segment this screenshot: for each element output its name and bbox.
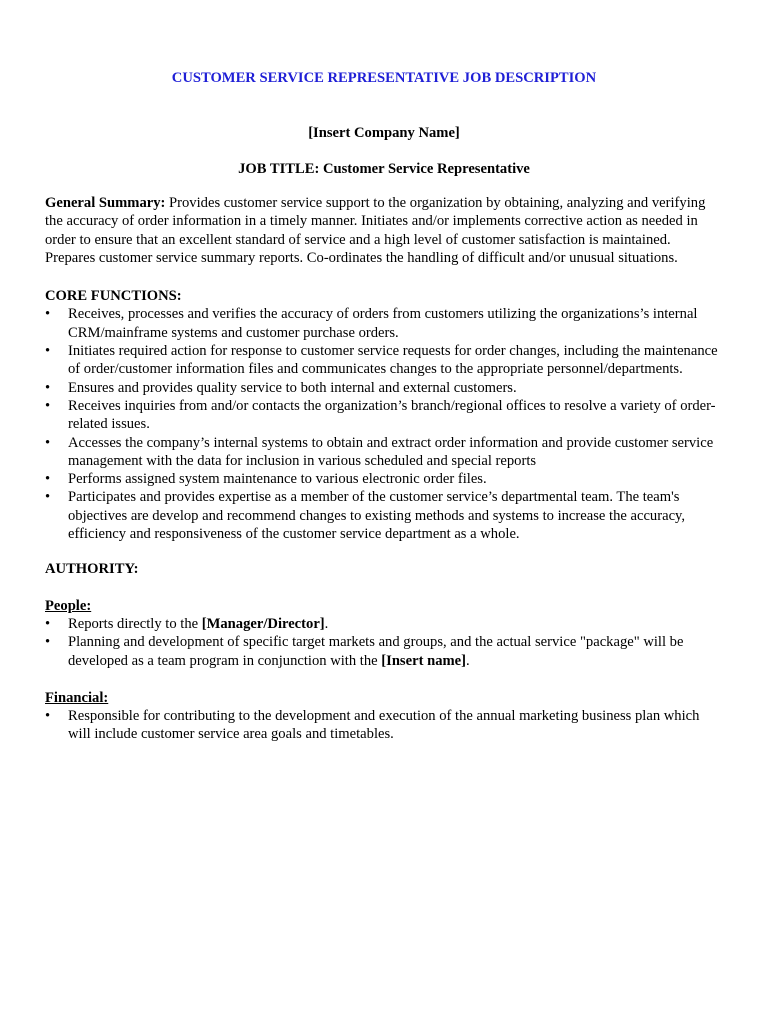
bullet-icon: • [45,306,51,323]
list-item-text: Responsible for contributing to the development and execution of the annual marketing business plan which will include customer service area goals and timetables. [68,708,700,743]
company-name-placeholder: [Insert Company Name] [308,125,460,141]
people-subheading: People: [45,597,92,614]
list-item [45,342,722,379]
list-item-text: Initiates required action for response to customer service requests for order changes, including the maintenance of order/customer information files and communicates changes to the appropriate personnel/departments. [68,343,718,378]
general-summary-paragraph [45,194,722,267]
list-item [45,397,722,434]
document-body [45,194,722,744]
bullet-icon: • [45,343,51,360]
list-item-text: Performs assigned system maintenance to various electronic order files. [68,471,487,488]
list-item [45,633,722,670]
list-item [45,707,722,744]
list-item-text-end: . [466,652,470,669]
list-item-text: Accesses the company’s internal systems to obtain and extract order information and provide customer service management with the data for inclusion in various scheduled and special reports [68,434,714,469]
bullet-icon: • [45,489,51,506]
general-summary-text: Provides customer service support to the organization by obtaining, analyzing and verifying the accuracy of order information in a timely manner. Initiates and/or implements corrective action as needed in order to ensure that an excellent standard of service and a high level of customer satisfaction is maintained. Prepares customer service summary reports. Co-ordinates the handling of difficult and/or unusual situations. [45,195,706,266]
bullet-icon: • [45,379,51,396]
list-item-text-end: . [324,615,329,632]
bullet-icon: • [45,615,51,632]
list-item-text: Reports directly to the [68,615,202,632]
list-item [45,305,722,342]
list-item-text: Receives, processes and verifies the accuracy of orders from customers utilizing the organizations’s internal CRM/mainframe systems and customer purchase orders. [68,306,698,341]
bullet-icon: • [45,397,51,414]
list-item-text: Participates and provides expertise as a member of the customer service’s departmental team. The team's objectives are develop and recommend changes to existing methods and systems to increase the accuracy, efficiency and responsiveness of the customer service department as a whole. [68,489,686,543]
document-title: CUSTOMER SERVICE REPRESENTATIVE JOB DESCRIPTION [171,70,597,86]
list-item-text: Planning and development of specific target markets and groups, and the actual service "package" will be developed as a team program in conjunction with the [68,634,684,669]
job-title-line: JOB TITLE: Customer Service Representative [238,161,530,177]
list-item [45,470,722,488]
general-summary-label: General Summary: [45,195,166,211]
list-item-text: Ensures and provides quality service to both internal and external customers. [68,379,517,396]
core-functions-heading: CORE FUNCTIONS: [45,288,182,305]
list-item [45,488,722,543]
manager-director-placeholder: [Manager/Director] [201,615,325,632]
core-functions-list [45,305,722,543]
people-list [45,615,722,670]
authority-heading: AUTHORITY: [45,561,139,578]
bullet-icon: • [45,634,51,651]
list-item [45,434,722,471]
bullet-icon: • [45,434,51,451]
bullet-icon: • [45,708,51,725]
bullet-icon: • [45,471,51,488]
list-item-text: Receives inquiries from and/or contacts the organization’s branch/regional offices to resolve a variety of order-related issues. [68,397,716,433]
financial-subheading: Financial: [45,689,109,706]
insert-name-placeholder: [Insert name] [381,652,466,669]
list-item [45,379,722,397]
financial-list [45,707,722,744]
list-item [45,615,722,633]
